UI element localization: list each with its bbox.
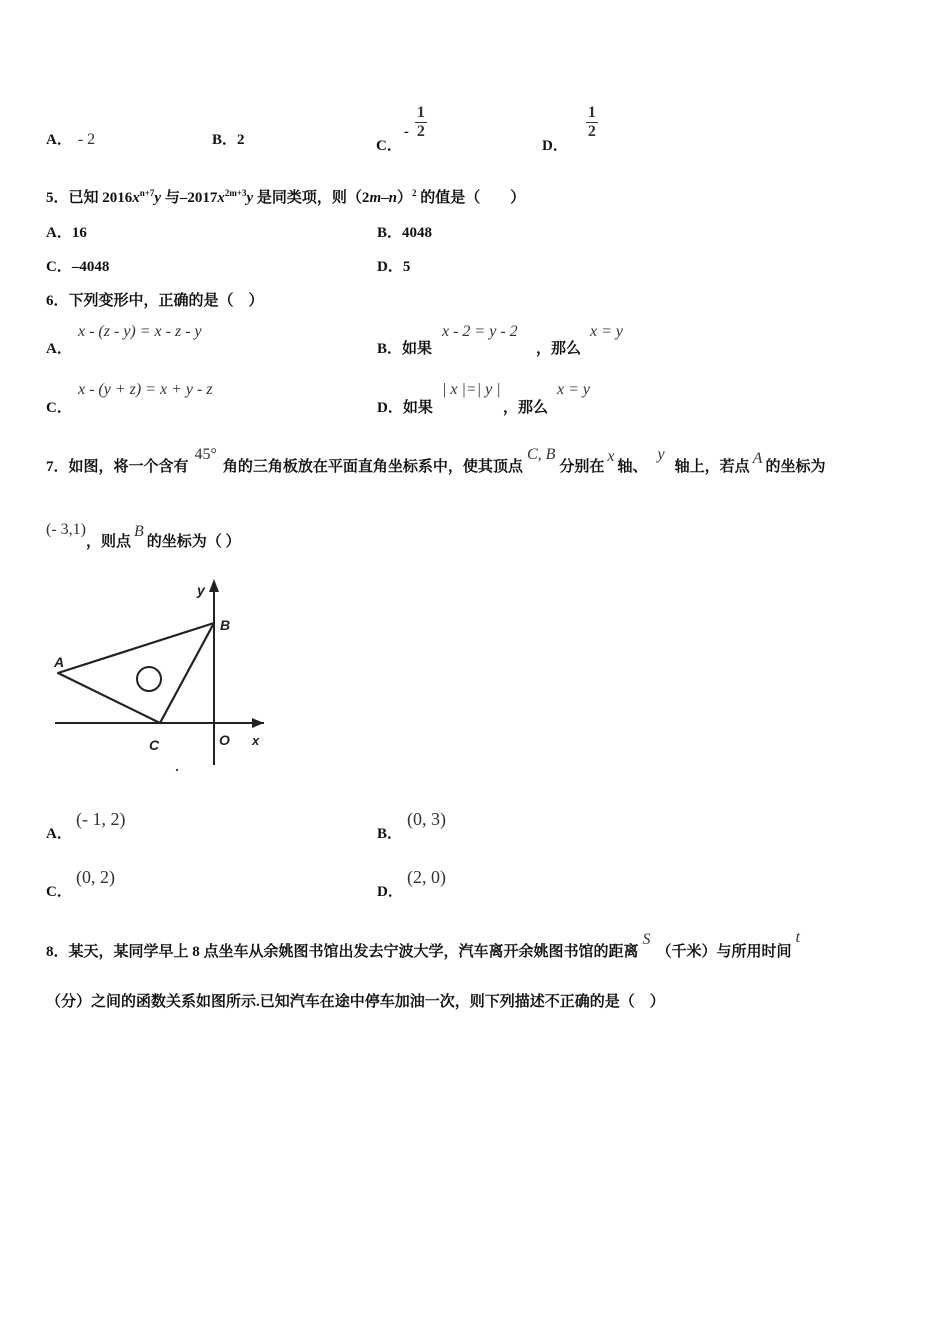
var: t [795,929,800,946]
stem-text: 是同类项，则（2 [253,190,370,206]
q5-option-b: B．4048 [377,225,433,241]
stem-text: ，则点 [85,534,131,550]
triangle [58,623,214,723]
denominator: 2 [416,123,425,140]
q5-option-d: D．5 [377,259,411,275]
var: x [607,448,615,465]
q6-option-c-expr: x - (y + z) = x + y - z [78,381,213,398]
q6-option-d-result: x = y [557,381,590,398]
q4-option-d [542,104,598,154]
numerator: 1 [416,104,425,121]
option-sign: - [403,123,409,140]
label-b: B [220,617,231,633]
stem-text: 7．如图，将一个含有 [46,459,189,475]
label-c: C [149,737,160,753]
var: x [132,190,140,206]
q7-stem-line1 [46,446,826,476]
q7-option-c-value: (0, 2) [76,867,115,887]
label-y: y [197,582,205,598]
denominator: 2 [587,123,596,140]
q6-option-a-label: A． [46,341,72,357]
stem-text: 的坐标为（ ） [146,534,241,550]
q7-option-c-label: C． [46,884,72,900]
stem-text: – [381,190,389,206]
stem-text: 已知 2016 [68,190,133,206]
y-axis-arrow [209,579,219,592]
option-label: D． [542,137,568,154]
stem-text: 轴上，若点 [674,459,750,475]
var: y [246,190,254,206]
dot [176,769,178,771]
q6-option-c-label: C． [46,400,72,416]
q6-option-d-cond: | x |=| y | [442,381,501,398]
coordinate: (- 3,1) [46,521,86,538]
vertices: C, B [526,446,556,463]
option-value: 2 [237,132,245,148]
numerator: 1 [587,104,596,121]
q5-stem [46,186,525,207]
q6-option-b-mid: ，那么 [536,341,582,357]
stem-text: 的坐标为 [765,459,826,475]
fraction [415,104,427,141]
stem-text: 角的三角板放在平面直角坐标系中，使其顶点 [222,459,523,475]
var: B [134,523,144,540]
q7-option-b-label: B． [377,826,403,842]
option-label: C． [376,137,402,154]
fraction [586,104,598,141]
q6-option-b-label: B．如果 [377,341,433,357]
q4-option-c [376,104,427,154]
var: y [154,190,162,206]
q4-option-b [212,128,245,149]
var: m [369,190,382,206]
q6-option-d-label: D．如果 [377,400,433,416]
q7-figure [40,575,280,775]
q6-option-b-cond: x - 2 = y - 2 [442,323,518,340]
triangle-hole [137,667,161,691]
q8-stem-line2: （分）之间的函数关系如图所示.已知汽车在途中停车加油一次，则下列描述不正确的是（ ） [46,994,665,1010]
var: n [388,190,397,206]
var: A [752,450,763,467]
question-number: 5． [46,190,69,206]
q7-option-a-label: A． [46,826,72,842]
q6-stem: 6．下列变形中，正确的是（ ） [46,293,264,309]
stem-text: 分别在 [559,459,605,475]
x-axis-arrow [252,718,264,728]
exponent: n+7 [139,188,155,198]
var: S [642,931,651,948]
q7-stem-line2 [46,521,241,551]
q7-option-a-value: (- 1, 2) [76,809,126,829]
stem-text: 与–2017 [161,190,218,206]
exponent: 2 [411,188,417,198]
q6-option-a-expr: x - (z - y) = x - z - y [78,323,202,340]
option-label: B． [212,132,238,148]
stem-text: （千米）与所用时间 [656,944,792,960]
q4-option-a [46,128,95,149]
stem-text: 的值是（ ） [416,190,526,206]
label-a: A [54,654,65,670]
q6-option-d-mid: ，那么 [503,400,549,416]
option-value: - 2 [77,131,96,148]
q7-option-d-value: (2, 0) [407,867,446,887]
label-x: x [252,733,260,748]
label-o: O [219,732,230,748]
option-label: A． [46,132,72,148]
q7-option-b-value: (0, 3) [407,809,446,829]
q6-option-b-result: x = y [590,323,623,340]
q5-option-a: A．16 [46,225,87,241]
angle-value: 45° [194,446,217,463]
stem-text: ） [396,190,412,206]
q8-stem-line1 [46,929,800,961]
var: x [217,190,225,206]
exponent: 2m+3 [224,188,247,198]
q7-option-d-label: D． [377,884,403,900]
q5-option-c: C．–4048 [46,259,110,275]
var: y [657,446,665,463]
stem-text: 轴、 [617,459,648,475]
stem-text: 8．某天，某同学早上 8 点坐车从余姚图书馆出发去宁波大学，汽车离开余姚图书馆的距离 [46,944,639,960]
